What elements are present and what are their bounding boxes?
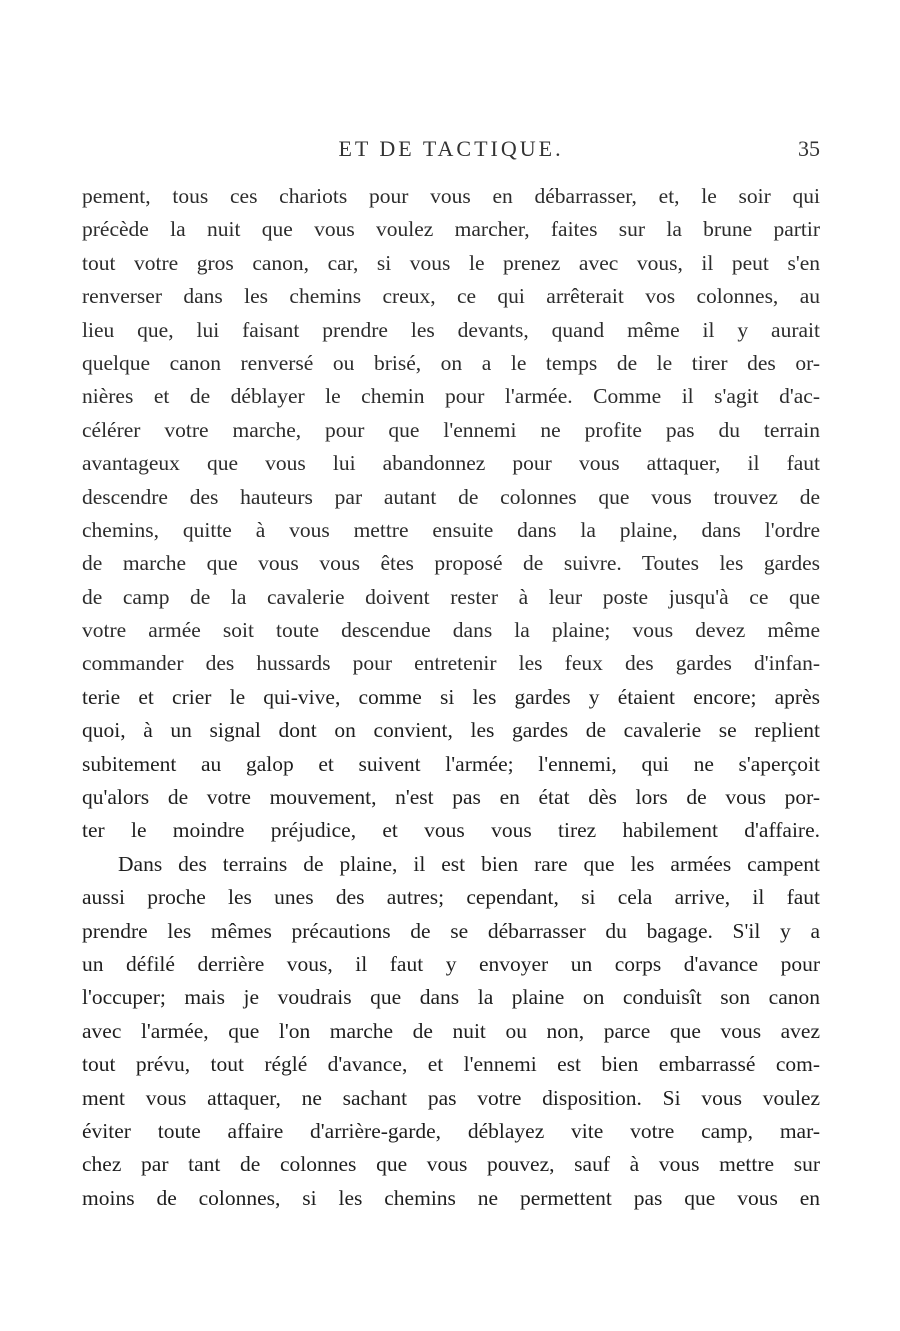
body-text xyxy=(82,180,820,1215)
text-line: votre armée soit toute descendue dans la plaine; vous devez même xyxy=(82,618,820,643)
text-line: de camp de la cavalerie doivent rester à leur poste jusqu'à ce que xyxy=(82,584,820,609)
text-line: chez par tant de colonnes que vous pouvez, sauf à vous mettre sur xyxy=(82,1152,820,1177)
text-line: éviter toute affaire d'arrière-garde, déblayez vite votre camp, mar- xyxy=(82,1118,820,1143)
text-line: subitement au galop et suivent l'armée; l'ennemi, qui ne s'aperçoit xyxy=(82,751,820,776)
text-line: moins de colonnes, si les chemins ne permettent pas que vous en xyxy=(82,1185,820,1210)
text-line: célérer votre marche, pour que l'ennemi ne profite pas du terrain xyxy=(82,417,820,442)
text-line: quelque canon renversé ou brisé, on a le temps de le tirer des or- xyxy=(82,350,820,375)
text-line: pement, tous ces chariots pour vous en débarrasser, et, le soir qui xyxy=(82,184,820,208)
text-line: commander des hussards pour entretenir les feux des gardes d'infan- xyxy=(82,651,820,676)
text-line: précède la nuit que vous voulez marcher, faites sur la brune partir xyxy=(82,217,820,242)
text-line: Dans des terrains de plaine, il est bien rare que les armées campent xyxy=(118,851,820,876)
text-line: chemins, quitte à vous mettre ensuite dans la plaine, dans l'ordre xyxy=(82,517,820,542)
text-line: de marche que vous vous êtes proposé de suivre. Toutes les gardes xyxy=(82,551,820,576)
text-line: aussi proche les unes des autres; cependant, si cela arrive, il faut xyxy=(82,885,820,910)
text-line: tout prévu, tout réglé d'avance, et l'ennemi est bien embarrassé com- xyxy=(82,1052,820,1077)
page-number: 35 xyxy=(798,136,820,161)
text-line: avec l'armée, que l'on marche de nuit ou non, parce que vous avez xyxy=(82,1018,820,1043)
running-title: ET DE TACTIQUE. xyxy=(338,136,564,161)
text-line: descendre des hauteurs par autant de colonnes que vous trouvez de xyxy=(82,484,820,509)
text-line: l'occuper; mais je voudrais que dans la plaine on conduisît son canon xyxy=(82,985,820,1010)
paragraph-1 xyxy=(82,180,820,848)
text-line: quoi, à un signal dont on convient, les gardes de cavalerie se replient xyxy=(82,718,820,743)
text-line: ter le moindre préjudice, et vous vous tirez habilement d'affaire. xyxy=(82,818,820,843)
text-line: nières et de déblayer le chemin pour l'armée. Comme il s'agit d'ac- xyxy=(82,384,820,409)
text-line: lieu que, lui faisant prendre les devants, quand même il y aurait xyxy=(82,317,820,342)
text-line: qu'alors de votre mouvement, n'est pas en état dès lors de vous por- xyxy=(82,785,820,810)
text-line: prendre les mêmes précautions de se débarrasser du bagage. S'il y a xyxy=(82,918,820,943)
paragraph-2 xyxy=(82,848,820,1215)
text-line: renverser dans les chemins creux, ce qui arrêterait vos colonnes, au xyxy=(82,284,820,309)
text-line: tout votre gros canon, car, si vous le prenez avec vous, il peut s'en xyxy=(82,250,820,275)
text-line: terie et crier le qui-vive, comme si les gardes y étaient encore; après xyxy=(82,684,820,709)
text-line: ment vous attaquer, ne sachant pas votre disposition. Si vous voulez xyxy=(82,1085,820,1110)
text-line: avantageux que vous lui abandonnez pour vous attaquer, il faut xyxy=(82,451,820,476)
text-line: un défilé derrière vous, il faut y envoyer un corps d'avance pour xyxy=(82,951,820,976)
running-head xyxy=(82,136,820,170)
